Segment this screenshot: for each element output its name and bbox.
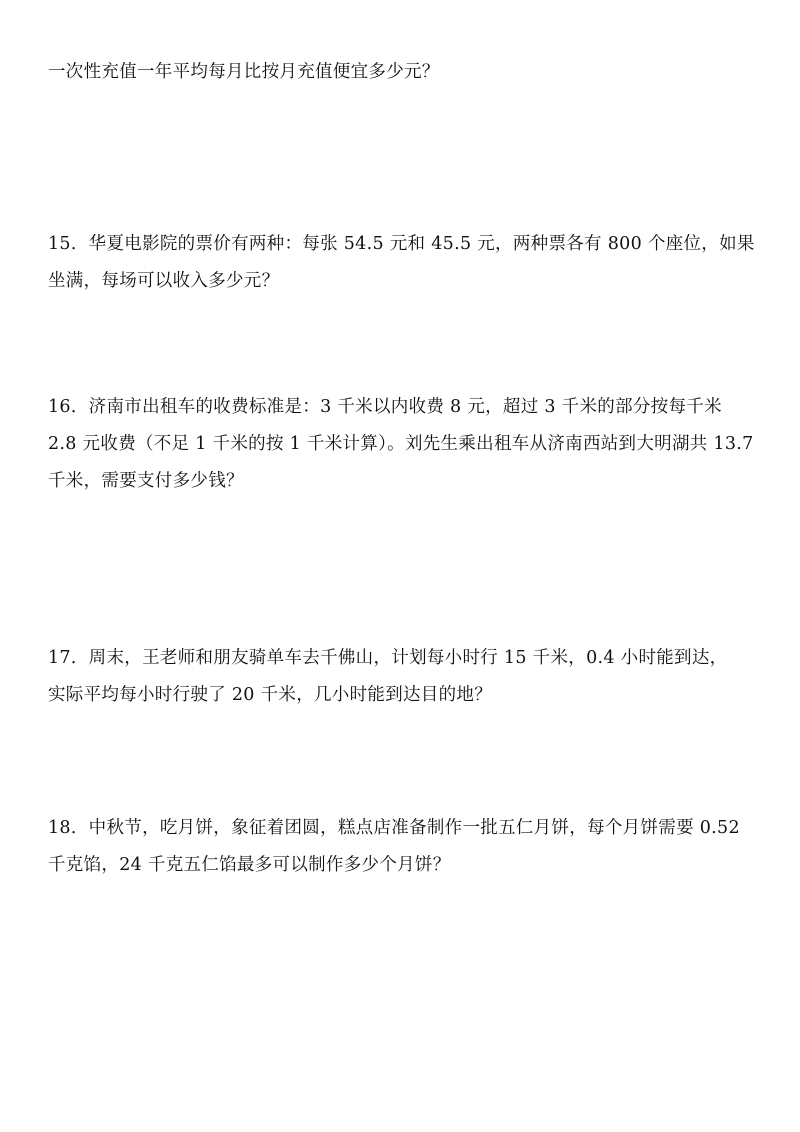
- question-text: 中秋节，吃月饼，象征着团圆，糕点店准备制作一批五仁月饼，每个月饼需要 0.52: [88, 818, 740, 838]
- question-number: 15．: [48, 234, 89, 254]
- text-line: 千米，需要支付多少钱？: [48, 471, 244, 491]
- question-text: 济南市出租车的收费标准是：3 千米以内收费 8 元，超过 3 千米的部分按每千米: [88, 397, 722, 417]
- text-line: [48, 389, 760, 426]
- text-line: 实际平均每小时行驶了 20 千米，几小时能到达目的地？: [48, 685, 492, 705]
- text-line: [48, 226, 760, 263]
- question-number: 17．: [48, 648, 89, 668]
- intro-question-continuation: [48, 54, 760, 91]
- text-line: 2.8 元收费（不足 1 千米的按 1 千米计算）。刘先生乘出租车从济南西站到大明湖共 13.7: [48, 434, 754, 454]
- text-line: [48, 810, 760, 847]
- question-number: 16．: [48, 397, 89, 417]
- text-line: 千克馅，24 千克五仁馅最多可以制作多少个月饼？: [48, 855, 451, 875]
- question-16: [48, 389, 760, 500]
- question-18: [48, 810, 760, 884]
- question-number: 18．: [48, 818, 89, 838]
- question-15: [48, 226, 760, 300]
- question-17: [48, 640, 760, 714]
- text-line: 坐满，每场可以收入多少元？: [48, 271, 280, 291]
- text-line: [48, 640, 760, 677]
- question-text: 周末，王老师和朋友骑单车去千佛山，计划每小时行 15 千米，0.4 小时能到达，: [88, 648, 728, 668]
- question-text: 华夏电影院的票价有两种：每张 54.5 元和 45.5 元，两种票各有 800 个座位，如果: [88, 234, 755, 254]
- text-line: 一次性充值一年平均每月比按月充值便宜多少元？: [48, 62, 440, 82]
